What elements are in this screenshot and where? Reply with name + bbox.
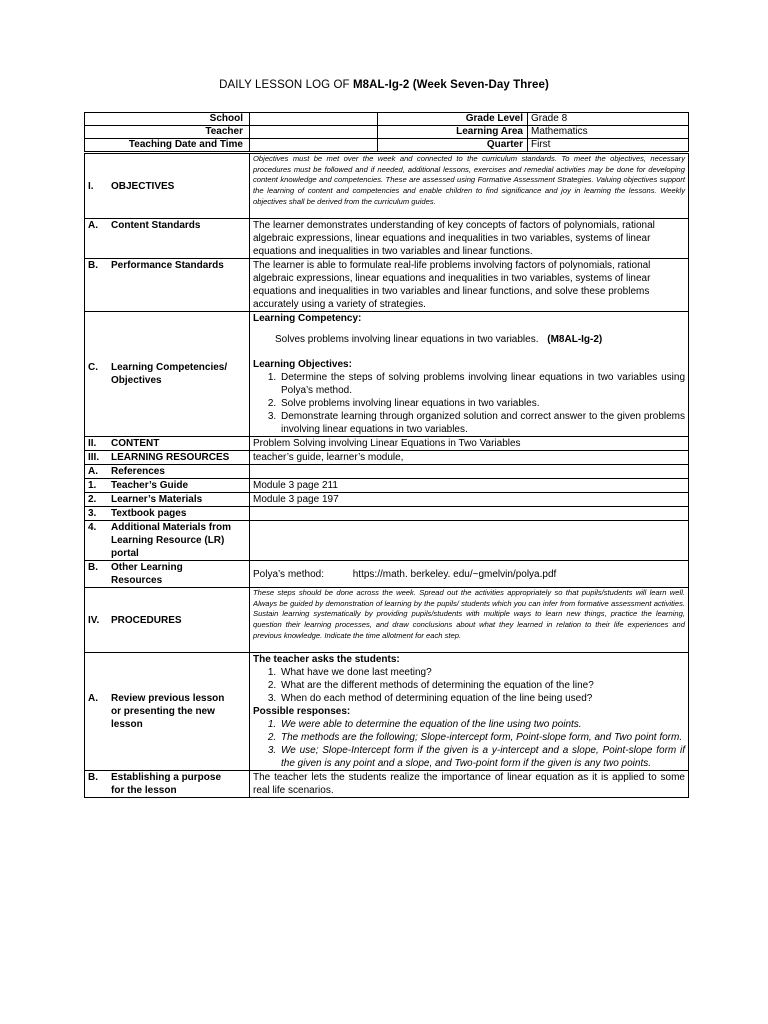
review-row bbox=[85, 653, 689, 771]
content-num: II. bbox=[88, 438, 97, 449]
lesson-log-table bbox=[84, 153, 689, 798]
textbook-pages-label: Textbook pages bbox=[111, 508, 187, 519]
references-num: A. bbox=[88, 466, 98, 477]
title-code: M8AL-Ig-2 (Week Seven-Day Three) bbox=[352, 79, 549, 91]
teachers-guide-label: Teacher’s Guide bbox=[111, 480, 189, 491]
performance-standards-row bbox=[85, 259, 689, 312]
textbook-pages-num: 3. bbox=[88, 508, 97, 519]
additional-materials-text bbox=[250, 521, 689, 561]
learning-area-label: Learning Area bbox=[378, 126, 528, 139]
teachers-guide-row bbox=[85, 479, 689, 493]
additional-materials-num: 4. bbox=[88, 522, 97, 533]
teaching-date-label: Teaching Date and Time bbox=[85, 139, 250, 152]
content-text: Problem Solving involving Linear Equations in Two Variables bbox=[250, 437, 689, 451]
teacher-value bbox=[250, 126, 378, 139]
learners-materials-num: 2. bbox=[88, 494, 97, 505]
review-questions-list bbox=[253, 666, 685, 705]
learners-materials-row bbox=[85, 493, 689, 507]
content-row bbox=[85, 437, 689, 451]
quarter-label: Quarter bbox=[378, 139, 528, 152]
responses-heading: Possible responses: bbox=[253, 706, 351, 717]
other-resources-num: B. bbox=[88, 562, 98, 573]
review-num: A. bbox=[88, 693, 98, 704]
teacher-label: Teacher bbox=[85, 126, 250, 139]
competency-text: Solves problems involving linear equations in two variables. bbox=[275, 334, 539, 345]
purpose-row bbox=[85, 771, 689, 798]
content-standards-row bbox=[85, 219, 689, 259]
grade-level-value: Grade 8 bbox=[528, 113, 689, 126]
other-resources-row bbox=[85, 561, 689, 588]
school-value bbox=[250, 113, 378, 126]
list-item: 3. When do each method of determining equation of the line being used? bbox=[279, 692, 685, 705]
learners-materials-label: Learner’s Materials bbox=[111, 494, 203, 505]
teachers-guide-text: Module 3 page 211 bbox=[250, 479, 689, 493]
grade-level-label: Grade Level bbox=[378, 113, 528, 126]
list-item: 1. What have we done last meeting? bbox=[279, 666, 685, 679]
performance-standards-num: B. bbox=[88, 260, 98, 271]
competency-heading: Learning Competency: bbox=[253, 313, 362, 324]
polya-method-label: Polya’s method: bbox=[253, 568, 324, 580]
references-label: References bbox=[111, 466, 165, 477]
teachers-guide-num: 1. bbox=[88, 480, 97, 491]
school-label: School bbox=[85, 113, 250, 126]
objectives-row bbox=[85, 154, 689, 219]
objectives-num: I. bbox=[88, 180, 94, 192]
teaching-date-value bbox=[250, 139, 378, 152]
competencies-num: C. bbox=[88, 362, 98, 373]
title-prefix: DAILY LESSON LOG OF bbox=[219, 79, 350, 91]
learning-objectives-list bbox=[253, 371, 685, 436]
review-intro: The teacher asks the students: bbox=[253, 654, 400, 665]
procedures-num: IV. bbox=[88, 614, 100, 626]
procedures-note: These steps should be done across the week. Spread out the activities appropriately so that pupils/students will learn well. Always be guided by demonstration of learning by the pupils/ students which you can infer from formative assessment activities. Sustain learning systematically by providing pupils/students with multiple ways to learn new things, practice the learning, question their learning processes, and draw conclusions about what they learned in relation to their life experiences and previous knowledge. Indicate the time allotment for each step. bbox=[250, 588, 689, 653]
learning-resources-row bbox=[85, 451, 689, 465]
list-item: 1. We were able to determine the equation of the line using two points. bbox=[279, 718, 685, 731]
purpose-text: The teacher lets the students realize the importance of linear equation as it is applied to some real life scenarios. bbox=[250, 771, 689, 798]
performance-standards-label: Performance Standards bbox=[111, 260, 224, 271]
learning-resources-num: III. bbox=[88, 452, 100, 463]
textbook-pages-row bbox=[85, 507, 689, 521]
learning-area-value: Mathematics bbox=[528, 126, 689, 139]
purpose-num: B. bbox=[88, 772, 98, 783]
document-title bbox=[0, 79, 768, 91]
list-item: 3. We use; Slope-Intercept form if the given is a y-intercept and a slope, Point-slope form if the given is any point and a slope, and Two-point form if the given is any two points. bbox=[279, 744, 685, 770]
procedures-row bbox=[85, 588, 689, 653]
additional-materials-label: Additional Materials from Learning Resource (LR) portal bbox=[111, 522, 232, 559]
competencies-row bbox=[85, 312, 689, 437]
purpose-label: Establishing a purpose for the lesson bbox=[111, 772, 222, 796]
objectives-label: OBJECTIVES bbox=[111, 180, 175, 192]
procedures-label: PROCEDURES bbox=[111, 614, 182, 626]
list-item: 2. What are the different methods of determining the equation of the line? bbox=[279, 679, 685, 692]
objectives-note: Objectives must be met over the week and connected to the curriculum standards. To meet the objectives, necessary procedures must be followed and if needed, additional lessons, exercises and remedial activities may be done for developing content knowledge and competencies. These are assessed using Formative Assessment Strategies. Valuing objectives support the learning of content and competencies and enable children to find significance and joy in learning the lessons. Weekly objectives shall be derived from the curriculum guides. bbox=[250, 154, 689, 219]
content-label: CONTENT bbox=[111, 438, 160, 449]
list-item: 3. Demonstrate learning through organized solution and correct answer to the given problems involving linear equations in two variables. bbox=[279, 410, 685, 436]
textbook-pages-text bbox=[250, 507, 689, 521]
other-resources-label: Other Learning Resources bbox=[111, 562, 183, 586]
list-item: 1. Determine the steps of solving problems involving linear equations in two variables using Polya’s method. bbox=[279, 371, 685, 397]
list-item: 2. Solve problems involving linear equations in two variables. bbox=[279, 397, 685, 410]
responses-list bbox=[253, 718, 685, 770]
quarter-value: First bbox=[528, 139, 689, 152]
learners-materials-text: Module 3 page 197 bbox=[250, 493, 689, 507]
competencies-label: Learning Competencies/ Objectives bbox=[111, 362, 228, 386]
learning-objectives-heading: Learning Objectives: bbox=[253, 359, 352, 370]
learning-resources-label: LEARNING RESOURCES bbox=[111, 452, 230, 463]
learning-resources-text: teacher’s guide, learner’s module, bbox=[250, 451, 689, 465]
performance-standards-text: The learner is able to formulate real-life problems involving factors of polynomials, rational algebraic expressions, linear equations and inequalities in two variables, systems of linear equations and inequalities in two variables and linear functions, and solve these problems accurately using a variety of strategies. bbox=[250, 259, 689, 312]
polya-method-link[interactable]: https://math. berkeley. edu/~gmelvin/polya.pdf bbox=[352, 568, 557, 580]
content-standards-num: A. bbox=[88, 220, 98, 231]
review-label: Review previous lesson or presenting the new lesson bbox=[111, 693, 225, 730]
references-row bbox=[85, 465, 689, 479]
additional-materials-row bbox=[85, 521, 689, 561]
header-table bbox=[84, 112, 689, 152]
list-item: 2. The methods are the following; Slope-intercept form, Point-slope form, and Two point form. bbox=[279, 731, 685, 744]
competency-code: (M8AL-Ig-2) bbox=[547, 334, 603, 345]
content-standards-text: The learner demonstrates understanding of key concepts of factors of polynomials, rational algebraic expressions, linear equations and inequalities in two variables, systems of linear equations and inequalities in two variables and linear functions. bbox=[250, 219, 689, 259]
content-standards-label: Content Standards bbox=[111, 220, 201, 231]
